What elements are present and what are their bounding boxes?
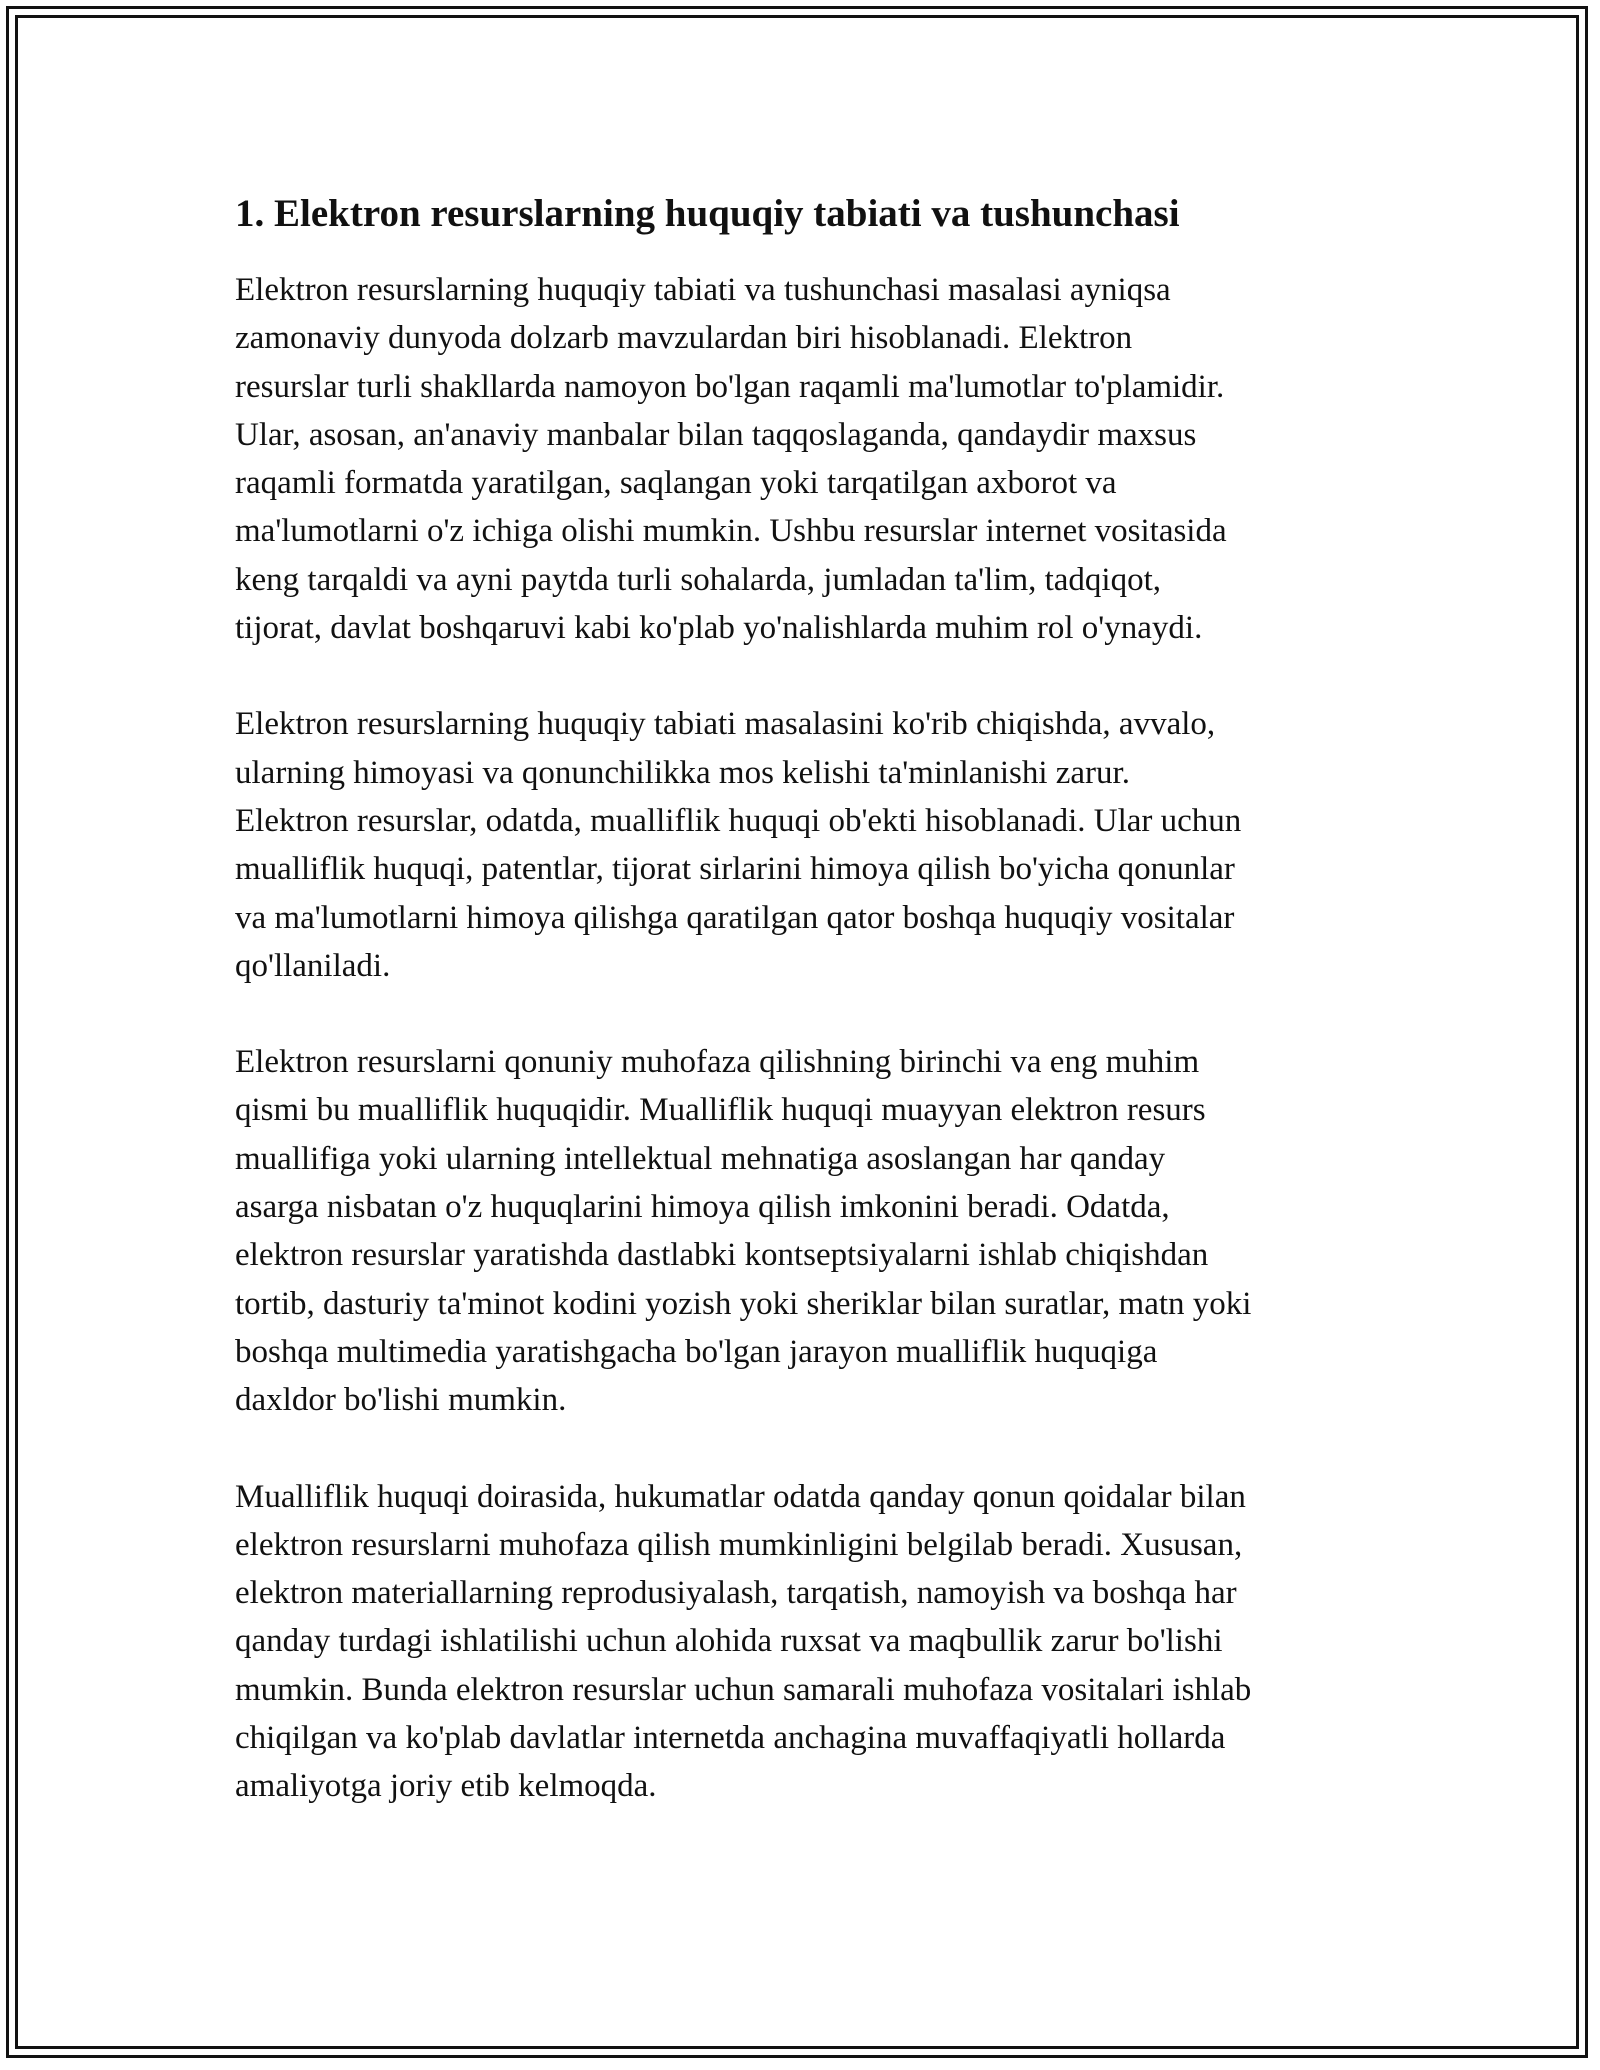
line: mualliflik huquqi, patentlar, tijorat sirlarini himoya qilish bo'yicha qonunlar: [235, 851, 1235, 888]
line: chiqilgan va ko'plab davlatlar internetda anchagina muvaffaqiyatli hollarda: [235, 1720, 1226, 1757]
line: elektron materiallarning reprodusiyalash, tarqatish, namoyish va boshqa har: [235, 1575, 1237, 1612]
line: mumkin. Bunda elektron resurslar uchun samarali muhofaza vositalari ishlab: [235, 1671, 1252, 1708]
line: zamonaviy dunyoda dolzarb mavzulardan biri hisoblanadi. Elektron: [235, 320, 1133, 357]
line: Ular, asosan, an'anaviy manbalar bilan taqqoslaganda, qandaydir maxsus: [235, 416, 1197, 453]
line: qismi bu mualliflik huquqidir. Mualliflik huquqi muayyan elektron resurs: [235, 1092, 1206, 1129]
document-body: [235, 188, 1385, 1859]
paragraph-2: [235, 700, 1385, 990]
line: keng tarqaldi va ayni paytda turli sohalarda, jumladan ta'lim, tadqiqot,: [235, 561, 1162, 598]
line: Mualliflik huquqi doirasida, hukumatlar odatda qanday qonun qoidalar bilan: [235, 1478, 1246, 1515]
paragraph-3: [235, 1038, 1385, 1424]
line: ularning himoyasi va qonunchilikka mos kelishi ta'minlanishi zarur.: [235, 754, 1130, 791]
line: qo'llaniladi.: [235, 947, 391, 984]
line: raqamli formatda yaratilgan, saqlangan yoki tarqatilgan axborot va: [235, 465, 1117, 502]
line: tortib, dasturiy ta'minot kodini yozish yoki sheriklar bilan suratlar, matn yoki: [235, 1285, 1252, 1322]
line: ma'lumotlarni o'z ichiga olishi mumkin. Ushbu resurslar internet vositasida: [235, 513, 1227, 550]
section-heading: 1. Elektron resurslarning huquqiy tabiati va tushunchasi: [235, 192, 1180, 235]
line: asarga nisbatan o'z huquqlarini himoya qilish imkonini beradi. Odatda,: [235, 1189, 1170, 1226]
line: resurslar turli shakllarda namoyon bo'lgan raqamli ma'lumotlar to'plamidir.: [235, 368, 1225, 405]
line: daxldor bo'lishi mumkin.: [235, 1382, 567, 1419]
line: elektron resurslar yaratishda dastlabki kontseptsiyalarni ishlab chiqishdan: [235, 1237, 1209, 1274]
paragraph-1: [235, 266, 1385, 652]
line: qanday turdagi ishlatilishi uchun alohida ruxsat va maqbullik zarur bo'lishi: [235, 1623, 1223, 1660]
line: Elektron resurslarni qonuniy muhofaza qilishning birinchi va eng muhim: [235, 1044, 1200, 1081]
line: muallifiga yoki ularning intellektual mehnatiga asoslangan har qanday: [235, 1140, 1166, 1177]
line: boshqa multimedia yaratishgacha bo'lgan jarayon mualliflik huquqiga: [235, 1333, 1158, 1370]
line: tijorat, davlat boshqaruvi kabi ko'plab yo'nalishlarda muhim rol o'ynaydi.: [235, 610, 1203, 647]
line: Elektron resurslar, odatda, mualliflik huquqi ob'ekti hisoblanadi. Ular uchun: [235, 802, 1242, 839]
line: elektron resurslarni muhofaza qilish mumkinligini belgilab beradi. Xususan,: [235, 1526, 1243, 1563]
line: Elektron resurslarning huquqiy tabiati masalasini ko'rib chiqishda, avvalo,: [235, 706, 1216, 743]
paragraph-4: [235, 1473, 1385, 1811]
line: amaliyotga joriy etib kelmoqda.: [235, 1768, 657, 1805]
line: va ma'lumotlarni himoya qilishga qaratilgan qator boshqa huquqiy vositalar: [235, 899, 1235, 936]
line: Elektron resurslarning huquqiy tabiati va tushunchasi masalasi ayniqsa: [235, 272, 1171, 308]
